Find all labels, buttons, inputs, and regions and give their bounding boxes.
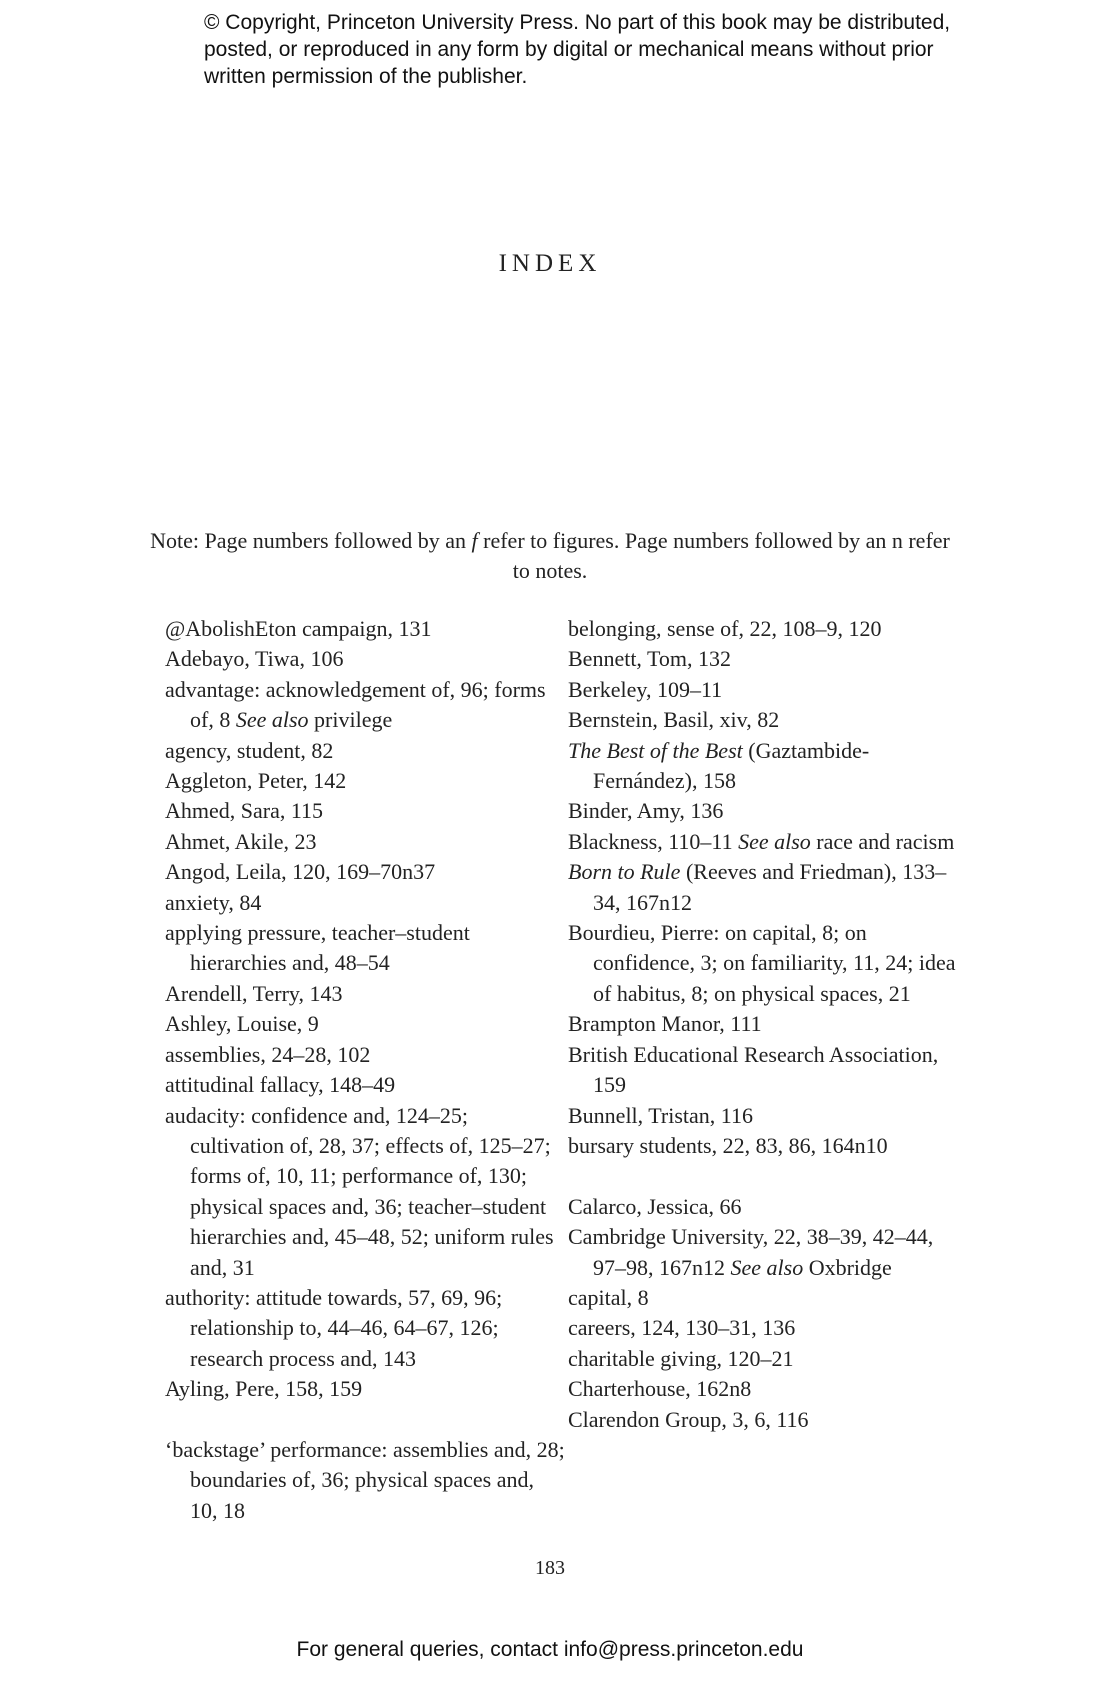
index-entry: Ahmed, Sara, 115 — [165, 798, 324, 824]
index-entry: Arendell, Terry, 143 — [165, 980, 343, 1006]
index-entry: Berkeley, 109–11 — [568, 676, 723, 702]
copyright-notice: © Copyright, Princeton University Press. No part of this book may be distributed, posted, or reproduced in any form by digital or mechanical means without prior written permission of the publisher. — [204, 11, 951, 88]
index-entry: Blackness, 110–11 See also race and racism — [568, 828, 955, 854]
index-entry: Calarco, Jessica, 66 — [568, 1193, 742, 1219]
index-entry: careers, 124, 130–31, 136 — [568, 1315, 796, 1341]
index-entry: @AbolishEton campaign, 131 — [165, 616, 432, 641]
index-entry: applying pressure, teacher–student hierarchies and, 48–54 — [165, 920, 470, 976]
index-entry: agency, student, 82 — [165, 737, 334, 763]
index-entry: Charterhouse, 162n8 — [568, 1376, 752, 1402]
letter-group-gap — [165, 1405, 565, 1435]
index-entry: Ahmet, Akile, 23 — [165, 828, 317, 854]
index-entry: Bourdieu, Pierre: on capital, 8; on confidence, 3; on familiarity, 11, 24; idea of habitus, 8; on physical spaces, 21 — [568, 920, 956, 1006]
index-entry: authority: attitude towards, 57, 69, 96; relationship to, 44–46, 64–67, 126; research process and, 143 — [165, 1284, 503, 1371]
index-entry: belonging, sense of, 22, 108–9, 120 — [568, 616, 882, 641]
page-number: 183 — [535, 1557, 565, 1579]
index-entry: British Educational Research Association, 159 — [568, 1041, 939, 1098]
index-entry: Adebayo, Tiwa, 106 — [165, 646, 344, 672]
index-entry: The Best of the Best (Gaztambide-Fernández), 158 — [568, 737, 870, 794]
index-entry: charitable giving, 120–21 — [568, 1345, 794, 1371]
index-entry: ‘backstage’ performance: assemblies and, 28; boundaries of, 36; physical spaces and, 10, 18 — [165, 1436, 565, 1523]
page-title: INDEX — [498, 250, 602, 277]
note-italic-f: f — [471, 528, 478, 553]
index-entry: Bunnell, Tristan, 116 — [568, 1102, 753, 1128]
index-column-right — [568, 614, 968, 1435]
index-entry: Aggleton, Peter, 142 — [165, 768, 347, 794]
index-entry: Ayling, Pere, 158, 159 — [165, 1376, 363, 1402]
index-entry: audacity: confidence and, 124–25; cultivation of, 28, 37; effects of, 125–27; forms of, 10, 11; performance of, 130; physical spaces and, 36; teacher–student hierarchies and, 45–48, 52; uniform rules and, 31 — [165, 1102, 554, 1280]
index-entry: Born to Rule (Reeves and Friedman), 133–34, 167n12 — [568, 859, 947, 915]
index-entry: Ashley, Louise, 9 — [165, 1011, 319, 1037]
index-entry: Bernstein, Basil, xiv, 82 — [568, 707, 780, 733]
index-entry: Cambridge University, 22, 38–39, 42–44, 97–98, 167n12 See also Oxbridge — [568, 1224, 934, 1280]
index-entry: Angod, Leila, 120, 169–70n37 — [165, 859, 436, 885]
letter-group-gap — [568, 1161, 968, 1191]
index-entry: Clarendon Group, 3, 6, 116 — [568, 1406, 809, 1432]
index-entry: Bennett, Tom, 132 — [568, 646, 732, 672]
index-entry: capital, 8 — [568, 1284, 649, 1310]
index-entry: assemblies, 24–28, 102 — [165, 1041, 371, 1067]
index-note — [150, 526, 950, 586]
note-text-end: refer to figures. Page numbers followed by an n refer to notes. — [477, 528, 950, 583]
note-text-start: Note: Page numbers followed by an — [150, 528, 472, 553]
footer-contact: For general queries, contact info@press.princeton.edu — [296, 1638, 804, 1661]
index-entry: Binder, Amy, 136 — [568, 798, 724, 824]
index-entry: bursary students, 22, 83, 86, 164n10 — [568, 1132, 888, 1158]
index-entry: anxiety, 84 — [165, 889, 262, 915]
index-entry: Brampton Manor, 111 — [568, 1011, 762, 1037]
index-column-left — [165, 614, 565, 1526]
index-entry: advantage: acknowledgement of, 96; forms of, 8 See also privilege — [165, 676, 546, 733]
index-entry: attitudinal fallacy, 148–49 — [165, 1072, 396, 1098]
